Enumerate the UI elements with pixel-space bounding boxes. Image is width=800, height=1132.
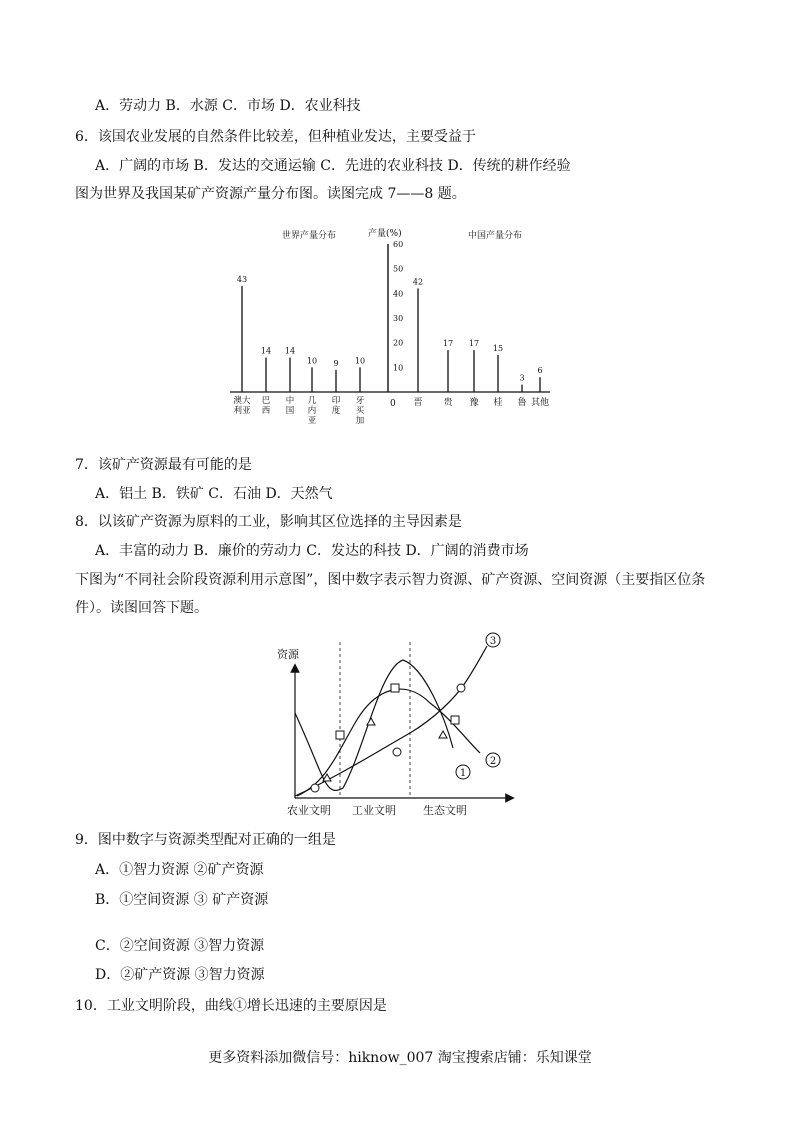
curve-2-marker xyxy=(336,731,344,739)
category-label: 桂 xyxy=(493,398,503,408)
bar-value-label: 15 xyxy=(492,344,504,353)
y-tick-label: 30 xyxy=(393,314,404,323)
bar-value-label: 9 xyxy=(333,358,339,368)
q8-stem: 8．以该矿产资源为原料的工业，影响其区位选择的主导因素是 xyxy=(75,514,462,530)
y-tick-label: 20 xyxy=(393,338,404,348)
y-axis-label-resource: 资源 xyxy=(277,648,299,661)
bar-value-label: 17 xyxy=(468,339,480,349)
bar-value-label: 3 xyxy=(519,373,525,383)
category-label: 加 xyxy=(355,416,365,426)
curve-3-marker xyxy=(457,684,465,692)
footer-contact: 更多资料添加微信号：hiknow_007 淘宝搜索店铺：乐知课堂 xyxy=(208,1050,592,1066)
curve-1-marker xyxy=(367,718,375,725)
category-label: 巴 xyxy=(261,396,271,406)
q9-option-a: A．①智力资源 ②矿产资源 xyxy=(95,862,264,878)
bar-value-label: 43 xyxy=(236,274,248,284)
label-2: 2 xyxy=(489,756,497,767)
q9-stem: 9．图中数字与资源类型配对正确的一组是 xyxy=(75,832,336,848)
category-label: 澳大 xyxy=(233,396,251,406)
label-1: 1 xyxy=(459,768,467,779)
q6-stem: 6．该国农业发展的自然条件比较差，但种植业发达，主要受益于 xyxy=(75,129,476,145)
chart1-axis xyxy=(230,240,550,409)
curve-1-marker xyxy=(439,731,447,738)
y-tick-label: 50 xyxy=(393,264,404,274)
label-3: 3 xyxy=(489,636,497,647)
y-tick-label: 60 xyxy=(393,240,404,249)
category-label: 贵 xyxy=(443,398,453,408)
curve-3-marker xyxy=(393,748,401,756)
bar-value-label: 14 xyxy=(284,346,296,356)
stage-ecological: 生态文明 xyxy=(423,804,467,817)
world-bars xyxy=(233,275,365,426)
stage-agricultural: 农业文明 xyxy=(287,804,331,817)
category-label: 西 xyxy=(261,406,271,416)
category-label: 买 xyxy=(355,406,365,416)
category-label: 内 xyxy=(307,406,317,416)
category-label: 其他 xyxy=(530,398,550,408)
world-panel-title: 世界产量分布 xyxy=(282,231,337,241)
q5-options: A．劳动力 B．水源 C．市场 D．农业科技 xyxy=(95,98,361,114)
q7-stem: 7．该矿产资源最有可能的是 xyxy=(75,457,252,473)
stage-industrial: 工业文明 xyxy=(352,804,396,817)
intro-9-line2: 件）。读图回答下题。 xyxy=(75,600,208,616)
bar-value-label: 17 xyxy=(442,339,454,349)
q6-options: A．广阔的市场 B．发达的交通运输 C．先进的农业科技 D．传统的耕作经验 xyxy=(95,158,571,174)
y-tick-label: 40 xyxy=(393,289,404,299)
q8-options: A．丰富的动力 B．廉价的劳动力 C．发达的科技 D．广阔的消费市场 xyxy=(95,543,529,559)
bar-value-label: 14 xyxy=(260,346,272,356)
category-label: 亚 xyxy=(307,416,317,426)
category-label: 鲁 xyxy=(517,398,527,408)
resource-utilization-chart xyxy=(265,628,525,820)
q7-options: A．铝土 B．铁矿 C．石油 D．天然气 xyxy=(95,486,333,502)
category-label: 印 xyxy=(331,396,341,406)
china-panel-title: 中国产量分布 xyxy=(468,231,523,241)
y-tick-label: 10 xyxy=(393,363,404,373)
y-axis-label: 产量(%) xyxy=(368,229,402,239)
q9-option-d: D．②矿产资源 ③智力资源 xyxy=(95,967,265,983)
category-label: 豫 xyxy=(469,398,479,408)
curve-3-marker xyxy=(311,784,319,792)
q10-stem: 10．工业文明阶段，曲线①增长迅速的主要原因是 xyxy=(75,998,387,1014)
category-label: 中 xyxy=(285,396,295,406)
curve-2-marker xyxy=(391,684,399,692)
category-label: 几 xyxy=(307,396,317,406)
q9-option-c: C．②空间资源 ③智力资源 xyxy=(95,938,265,954)
curve-2-marker xyxy=(451,716,459,724)
category-label: 晋 xyxy=(413,398,423,408)
intro-9-line1: 下图为“不同社会阶段资源利用示意图”，图中数字表示智力资源、矿产资源、空间资源（主要指区位条 xyxy=(75,572,706,588)
q9-option-b: B．①空间资源 ③ 矿产资源 xyxy=(95,892,269,908)
production-distribution-chart xyxy=(220,222,570,432)
category-label: 国 xyxy=(285,406,295,416)
category-label: 度 xyxy=(331,406,341,416)
bar-value-label: 10 xyxy=(354,356,366,366)
bar-value-label: 10 xyxy=(306,356,318,366)
china-bars xyxy=(413,277,549,408)
y-tick-label: 0 xyxy=(390,399,396,409)
bar-value-label: 42 xyxy=(412,277,424,287)
bar-value-label: 6 xyxy=(537,366,543,376)
category-label: 利亚 xyxy=(233,406,251,416)
category-label: 牙 xyxy=(355,396,365,406)
intro-7-8: 图为世界及我国某矿产资源产量分布图。读图完成 7——8 题。 xyxy=(75,186,466,202)
